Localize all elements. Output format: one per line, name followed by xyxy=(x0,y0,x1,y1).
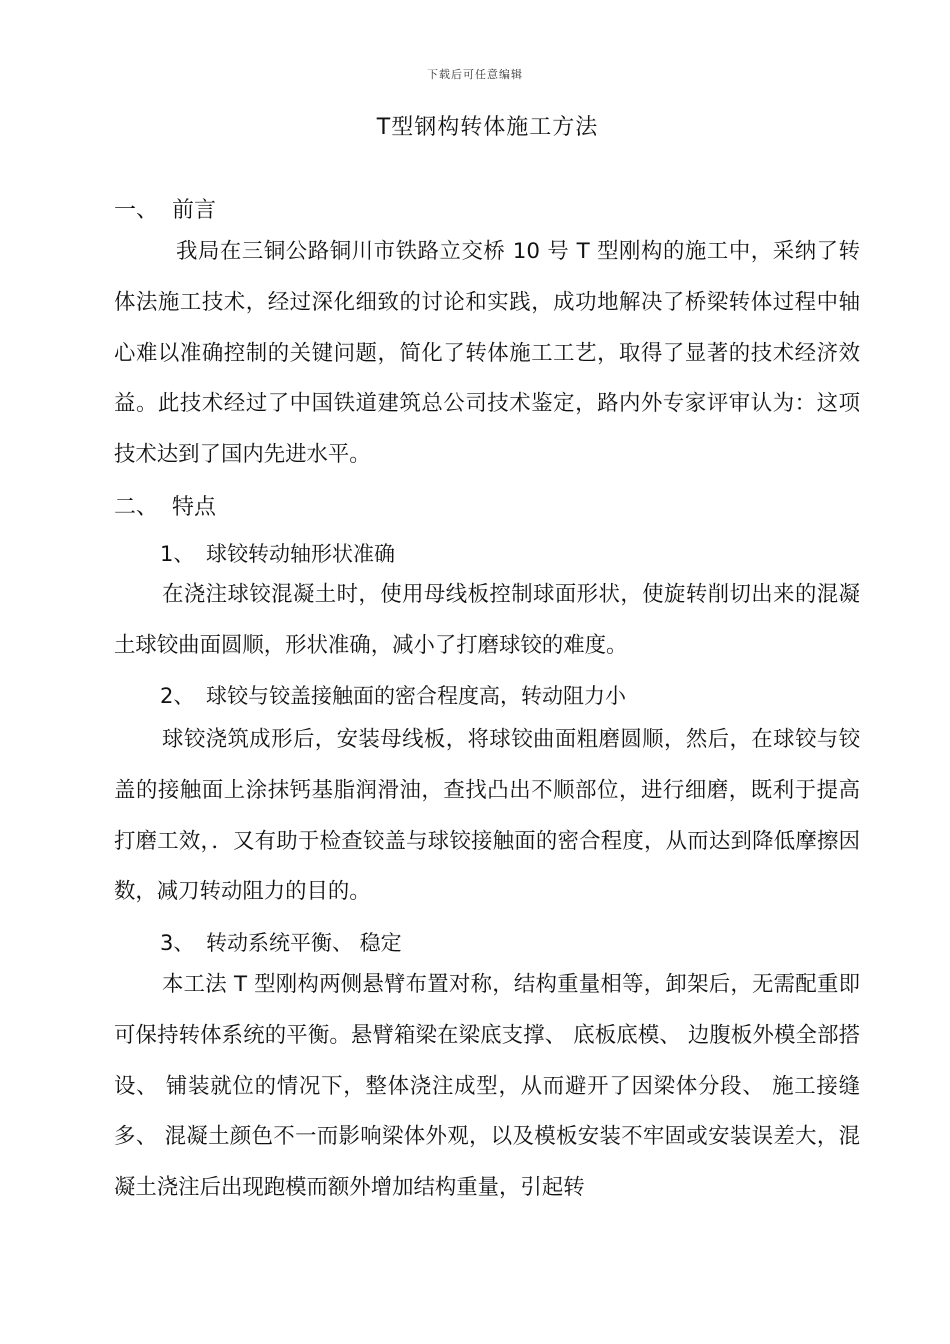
paragraph-preface: 我局在三铜公路铜川市铁路立交桥 10 号 T 型刚构的施工中，采纳了转体法施工技术，经过深化细致的讨论和实践，成功地解决了桥梁转体过程中轴心难以准确控制的关键问题，简化了转体施工工艺，取得了显著的技术经济效益。此技术经过了中国铁道建筑总公司技术鉴定，路内外专家评审认为：这项技术达到了国内先进水平。 xyxy=(114,239,860,468)
paragraph-item-1: 在浇注球铰混凝土时，使用母线板控制球面形状，使旋转削切出来的混凝土球铰曲面圆顺，形状准确，减小了打磨球铰的难度。 xyxy=(114,582,860,658)
item-title: 球铰与铰盖接触面的密合程度高，转动阻力小 xyxy=(206,684,626,708)
section-title: 特点 xyxy=(172,495,217,520)
section-title: 前言 xyxy=(172,198,217,223)
item-number: 3、 xyxy=(160,931,195,955)
item-number: 1、 xyxy=(160,542,195,566)
subheading-item-2 xyxy=(160,680,626,710)
subheading-item-3 xyxy=(160,927,402,957)
header-note: 下载后可任意编辑 xyxy=(427,68,523,81)
paragraph-item-3: 本工法 T 型刚构两侧悬臂布置对称，结构重量相等，卸架后，无需配重即可保持转体系统的平衡。悬臂箱梁在梁底支撑、 底板底模、 边腹板外模全部搭设、 铺装就位的情况下，整体浇注成型，从而避开了因梁体分段、 施工接缝多、 混凝土颜色不一而影响梁体外观，以及模板安装不牢固或安装误差大，混凝土浇注后出现跑模而额外增加结构重量，引起转 xyxy=(114,972,860,1201)
paragraph-item-2: 球铰浇筑成形后，安装母线板，将球铰曲面粗磨圆顺，然后，在球铰与铰盖的接触面上涂抹钙基脂润滑油，查找凸出不顺部位，进行细磨，既利于提高打磨工效，．又有助于检查铰盖与球铰接触面的密合程度，从而达到降低摩擦因数，减刀转动阻力的目的。 xyxy=(114,727,860,905)
section-heading-preface xyxy=(114,193,216,224)
item-title: 球铰转动轴形状准确 xyxy=(206,542,395,566)
document-title: T型钢构转体施工方法 xyxy=(376,115,599,140)
section-number: 二、 xyxy=(114,495,159,520)
item-title: 转动系统平衡、 稳定 xyxy=(206,931,402,955)
section-number: 一、 xyxy=(114,198,159,223)
subheading-item-1 xyxy=(160,538,395,568)
item-number: 2、 xyxy=(160,684,195,708)
section-heading-features xyxy=(114,490,216,521)
